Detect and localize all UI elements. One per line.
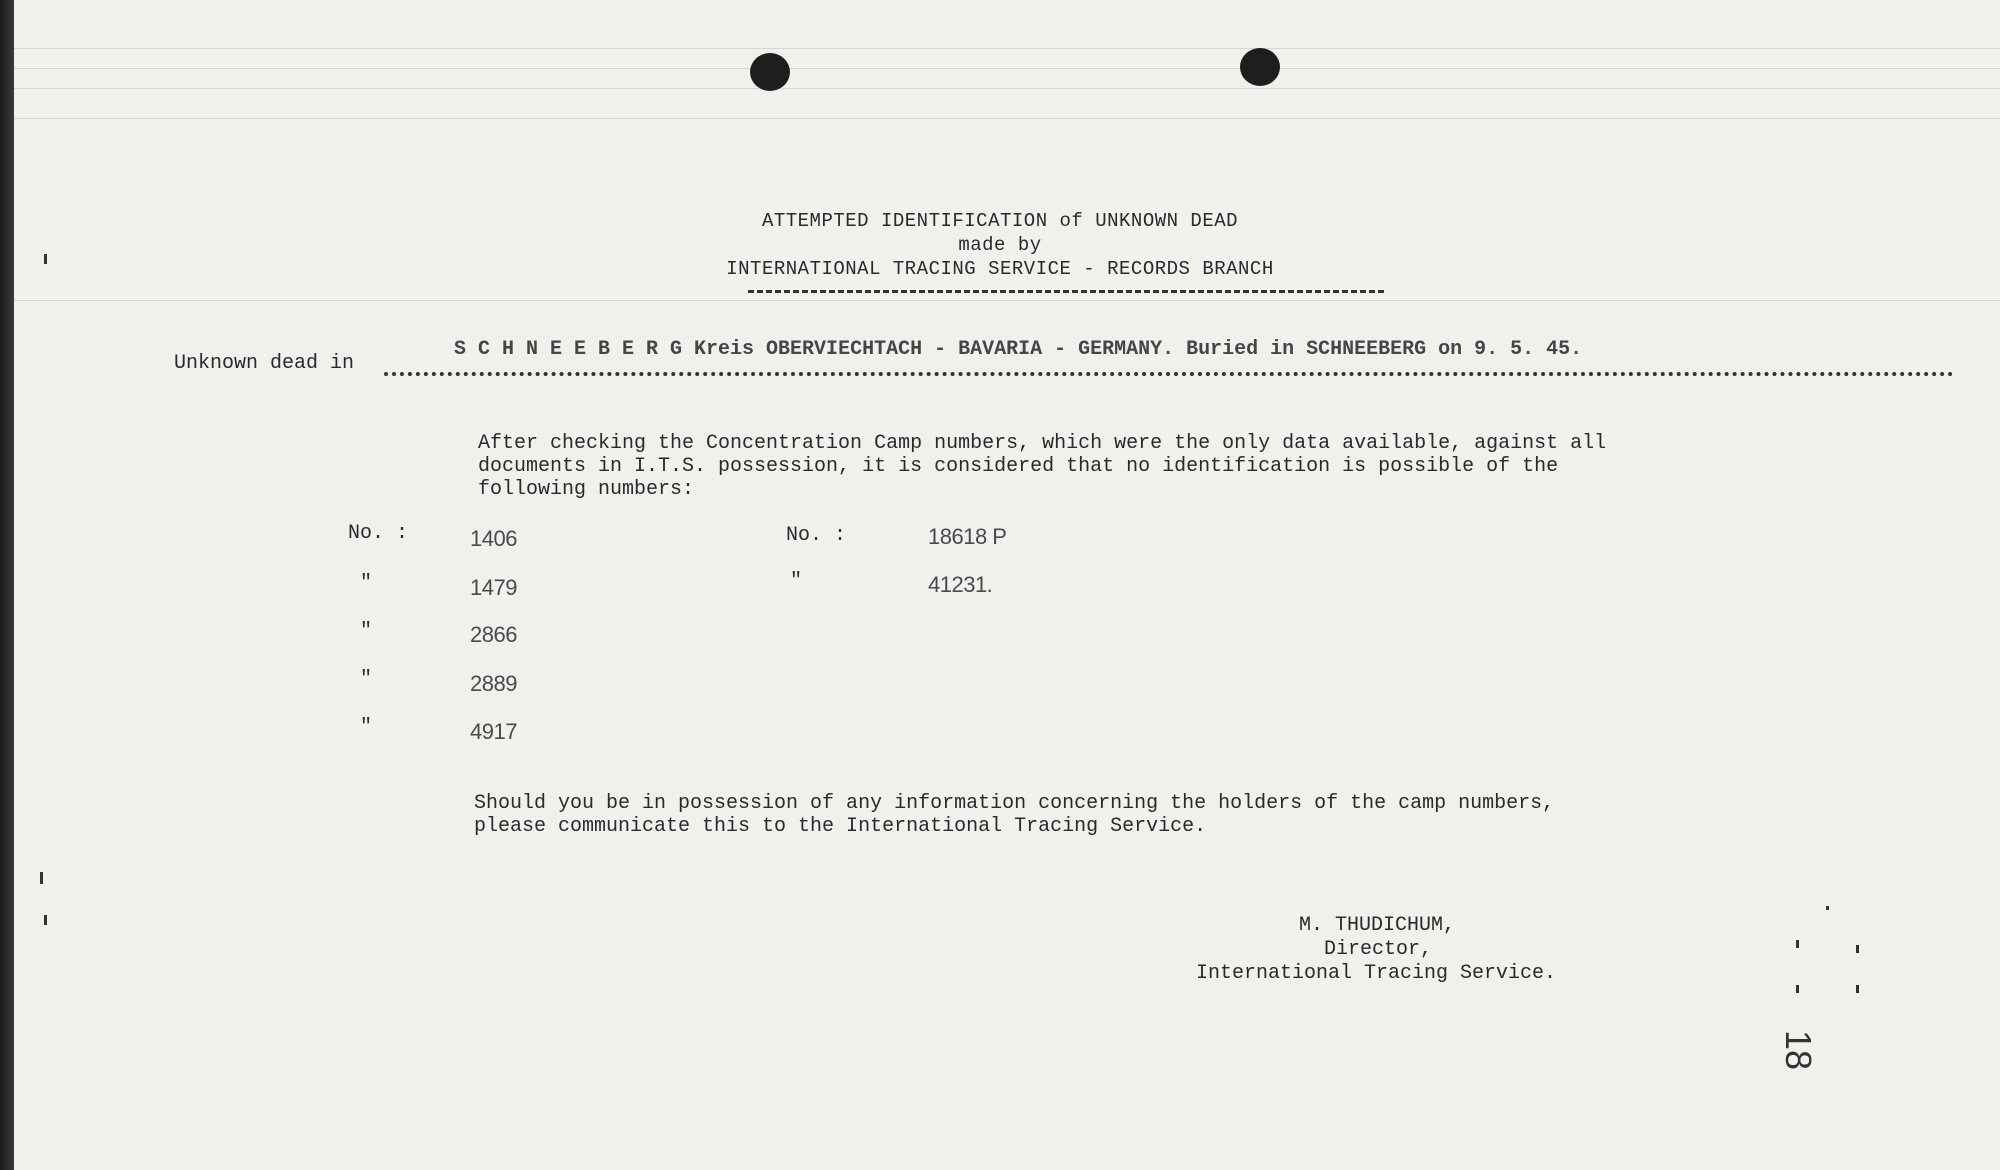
location-value: S C H N E E B E R G Kreis OBERVIECHTACH - BAVARIA - GERMANY. Buried in SCHNEEBERG on 9. 5. 45. xyxy=(454,338,1583,361)
signatory-organization: International Tracing Service. xyxy=(1196,962,1557,985)
intro-line-3: following numbers: xyxy=(478,478,695,501)
camp-number: 18618 P xyxy=(928,524,1007,549)
paper-rule xyxy=(14,68,2000,69)
camp-number: 1479 xyxy=(470,575,517,600)
signatory-name: M. THUDICHUM, xyxy=(1299,914,1456,937)
camp-number: 2889 xyxy=(470,671,517,696)
document-title: ATTEMPTED IDENTIFICATION of UNKNOWN DEAD xyxy=(761,210,1239,232)
issuing-organization: INTERNATIONAL TRACING SERVICE - RECORDS BRANCH xyxy=(726,258,1274,280)
ditto-mark: " xyxy=(360,620,373,643)
paper-rule xyxy=(14,88,2000,89)
margin-mark xyxy=(44,915,47,925)
camp-number: 41231. xyxy=(928,572,993,597)
closing-line-1: Should you be in possession of any information concerning the holders of the camp numbers, xyxy=(474,792,1555,815)
ditto-mark: " xyxy=(360,716,373,739)
scan-edge xyxy=(0,0,14,1170)
document-page xyxy=(14,0,2000,1170)
margin-mark xyxy=(1796,940,1799,948)
camp-number: 1406 xyxy=(470,526,517,551)
margin-mark xyxy=(44,254,47,264)
margin-mark xyxy=(1796,985,1799,993)
paper-rule xyxy=(14,118,2000,119)
margin-mark xyxy=(40,872,43,884)
margin-mark xyxy=(1826,906,1829,910)
page-number-stamp: 18 xyxy=(1778,1030,1819,1071)
unknown-dead-label: Unknown dead in xyxy=(174,352,355,375)
margin-mark xyxy=(1856,985,1859,993)
punch-hole-right xyxy=(1240,48,1280,86)
ditto-mark: " xyxy=(360,572,373,595)
dotted-fill-line xyxy=(384,372,1954,376)
paper-rule xyxy=(14,300,2000,301)
closing-line-2: please communicate this to the International Tracing Service. xyxy=(474,815,1207,838)
ditto-mark: " xyxy=(360,668,373,691)
number-label: No. : xyxy=(786,524,847,547)
number-label: No. : xyxy=(348,522,409,545)
signatory-title: Director, xyxy=(1324,938,1433,961)
intro-line-2: documents in I.T.S. possession, it is considered that no identification is possible of the xyxy=(478,455,1559,478)
intro-line-1: After checking the Concentration Camp numbers, which were the only data available, against all xyxy=(478,432,1607,455)
paper-rule xyxy=(14,48,2000,49)
camp-number: 2866 xyxy=(470,622,517,647)
camp-number: 4917 xyxy=(470,719,517,744)
header-underline xyxy=(748,290,1384,293)
document-subtitle: made by xyxy=(958,234,1042,256)
margin-mark xyxy=(1856,945,1859,953)
ditto-mark: " xyxy=(790,570,803,593)
punch-hole-left xyxy=(750,53,790,91)
